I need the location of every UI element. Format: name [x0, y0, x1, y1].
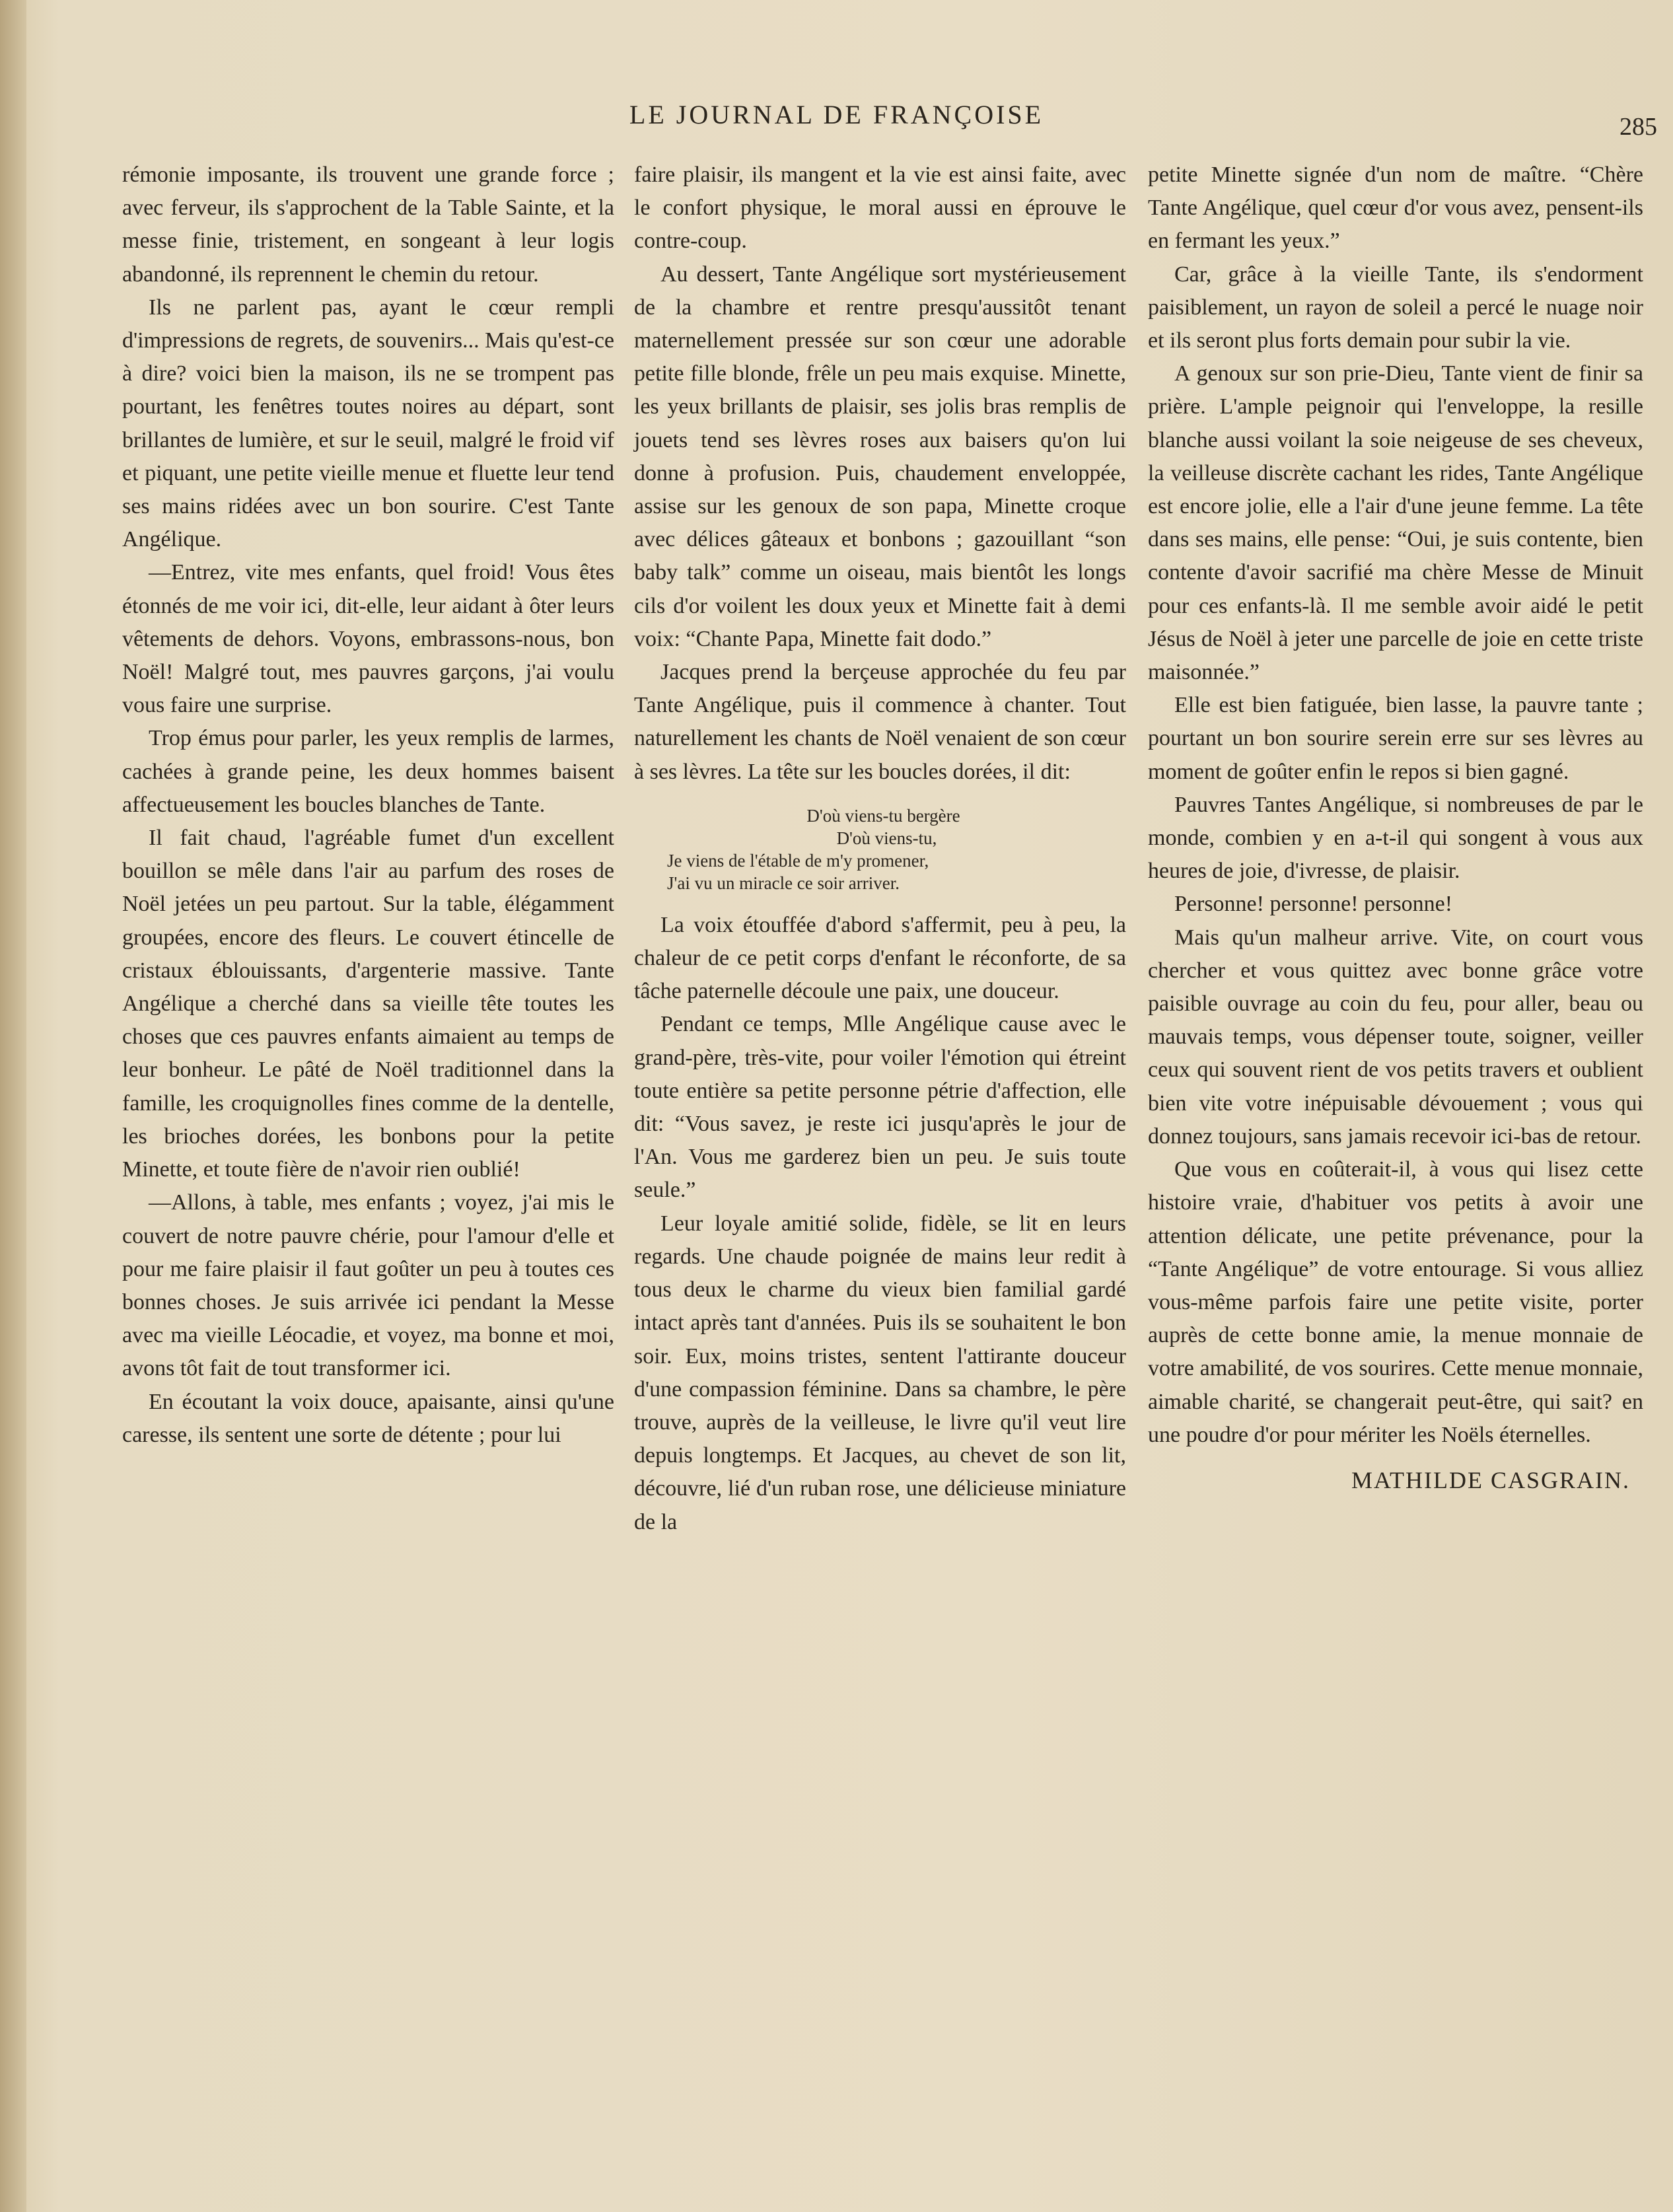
paragraph: Jacques prend la berçeuse approchée du feu par Tante Angélique, puis il commence à chanter. Tout naturellement les chants de Noël venaient de son cœur à ses lèvres. La tête sur les boucles dorées, il dit:	[634, 660, 1126, 784]
verse-line: Je viens de l'étable de m'y promener,	[667, 850, 929, 871]
paragraph: La voix étouffée d'abord s'affermit, peu à peu, la chaleur de ce petit corps d'enfant le réconforte, de sa tâche paternelle découle une paix, une douceur.	[634, 912, 1126, 1004]
paragraph: faire plaisir, ils mangent et la vie est ainsi faite, avec le confort physique, le moral aussi en éprouve le contre-coup.	[634, 162, 1126, 254]
paragraph: Leur loyale amitié solide, fidèle, se lit en leurs regards. Une chaude poignée de mains leur redit à tous deux le charme du vieux bien familial gardé intact après tant d'années. Puis ils se souhaitent le bon soir. Eux, moins tristes, sentent l'attirante douceur d'une compassion féminine. Dans sa chambre, le père trouve, auprès de la veilleuse, le livre qu'il veut lire depuis longtemps. Et Jacques, au chevet de son lit, découvre, lié d'un ruban rose, une délicieuse miniature de la	[634, 1211, 1126, 1534]
paragraph: Au dessert, Tante Angélique sort mystérieusement de la chambre et rentre presqu'aussitôt tenant maternellement pressée sur son cœur une adorable petite fille blonde, frêle un peu mais exquise. Minette, les yeux brillants de plaisir, ses jolis bras remplis de jouets tend ses lèvres roses aux baisers qu'on lui donne à profusion. Puis, chaudement enveloppée, assise sur les genoux de son papa, Minette croque avec délices gâteaux et bonbons ; gazouillant “son baby talk” comme un oiseau, mais bientôt les longs cils d'or voilent les doux yeux et Minette fait à demi voix: “Chante Papa, Minette fait dodo.”	[634, 262, 1126, 651]
paragraph: rémonie imposante, ils trouvent une grande force ; avec ferveur, ils s'approchent de la Table Sainte, et la messe finie, tristement, en songeant à leur logis abandonné, ils reprennent le chemin du retour.	[122, 162, 614, 287]
text-column-2	[634, 159, 1126, 1539]
paragraph: —Entrez, vite mes enfants, quel froid! Vous êtes étonnés de me voir ici, dit-elle, leur aidant à ôter leurs vêtements de dehors. Voyons, embrassons-nous, bon Noël! Malgré tout, mes pauvres garçons, j'ai voulu vous faire une surprise.	[122, 560, 614, 718]
paragraph: Elle est bien fatiguée, bien lasse, la pauvre tante ; pourtant un bon sourire serein erre sur ses lèvres au moment de goûter enfin le repos si bien gagné.	[1148, 693, 1643, 784]
paragraph: —Allons, à table, mes enfants ; voyez, j'ai mis le couvert de notre pauvre chérie, pour l'amour d'elle et pour me faire plaisir il faut goûter un peu à toutes ces bonnes choses. Je suis arrivée ici pendant la Messe avec ma vieille Léocadie, et voyez, ma bonne et moi, avons tôt fait de tout transformer ici.	[122, 1190, 614, 1381]
author-signature: MATHILDE CASGRAIN.	[1351, 1466, 1630, 1493]
song-verse	[634, 804, 1126, 894]
paragraph: Trop émus pour parler, les yeux remplis de larmes, cachées à grande peine, les deux hommes baisent affectueusement les boucles blanches de Tante.	[122, 726, 614, 817]
verse-line: D'où viens-tu bergère	[806, 805, 960, 826]
paragraph: En écoutant la voix douce, apaisante, ainsi qu'une caresse, ils sentent une sorte de détente ; pour lui	[122, 1389, 614, 1447]
paragraph: petite Minette signée d'un nom de maître. “Chère Tante Angélique, quel cœur d'or vous avez, pensent-ils en fermant les yeux.”	[1148, 162, 1643, 254]
paragraph: Pauvres Tantes Angélique, si nombreuses de par le monde, combien y en a-t-il qui songent à vous aux heures de joie, d'ivresse, de plaisir.	[1148, 792, 1643, 884]
paragraph: Que vous en coûterait-il, à vous qui lisez cette histoire vraie, d'habituer vos petits à avoir une attention délicate, une petite prévenance, pour la “Tante Angélique” de votre entourage. Si vous alliez vous-même parfois faire une petite visite, porter auprès de cette bonne amie, la menue monnaie de votre amabilité, de vos sourires. Cette menue monnaie, aimable charité, se changerait peut-être, qui sait? en une poudre d'or pour mériter les Noëls éternelles.	[1148, 1157, 1643, 1447]
text-column-1	[122, 159, 614, 1452]
page-number: 285	[1620, 113, 1657, 141]
page-binding-edge	[0, 0, 26, 2212]
verse-line: D'où viens-tu,	[836, 828, 937, 848]
text-column-3	[1148, 159, 1643, 1497]
running-header: LE JOURNAL DE FRANÇOISE	[629, 100, 1044, 129]
paragraph: Car, grâce à la vieille Tante, ils s'endorment paisiblement, un rayon de soleil a percé le nuage noir et ils seront plus forts demain pour subir la vie.	[1148, 262, 1643, 353]
paragraph: Ils ne parlent pas, ayant le cœur rempli d'impressions de regrets, de souvenirs... Mais qu'est-ce à dire? voici bien la maison, ils ne se trompent pas pourtant, les fenêtres toutes noires au départ, sont brillantes de lumière, et sur le seuil, malgré le froid vif et piquant, une petite vieille menue et fluette leur tend ses mains ridées avec un bon sourire. C'est Tante Angélique.	[122, 295, 614, 552]
paragraph: Mais qu'un malheur arrive. Vite, on court vous chercher et vous quittez avec bonne grâce votre paisible ouvrage au coin du feu, pour aller, beau ou mauvais temps, vous dépenser toute, soigner, veiller ceux qui souvent rient de vos petits travers et oublient bien vite votre inépuisable dévouement ; vous qui donnez toujours, sans jamais recevoir ici-bas de retour.	[1148, 925, 1643, 1149]
paragraph: Pendant ce temps, Mlle Angélique cause avec le grand-père, très-vite, pour voiler l'émotion qui étreint toute entière sa petite personne pétrie d'affection, elle dit: “Vous savez, je reste ici jusqu'après le jour de l'An. Vous me garderez bien un peu. Je suis toute seule.”	[634, 1012, 1126, 1203]
paragraph: Personne! personne! personne!	[1174, 892, 1453, 917]
verse-line: J'ai vu un miracle ce soir arriver.	[667, 873, 900, 893]
paragraph: A genoux sur son prie-Dieu, Tante vient de finir sa prière. L'ample peignoir qui l'enveloppe, la resille blanche aussi voilant la soie neigeuse de ses cheveux, la veilleuse discrète cachant les rides, Tante Angélique est encore jolie, elle a l'air d'une jeune femme. La tête dans ses mains, elle pense: “Oui, je suis contente, bien contente d'avoir sacrifié ma chère Messe de Minuit pour ces enfants-là. Il me semble avoir aidé le petit Jésus de Noël à jeter une parcelle de joie en cette triste maisonnée.”	[1148, 361, 1643, 685]
paragraph: Il fait chaud, l'agréable fumet d'un excellent bouillon se mêle dans l'air au parfum des roses de Noël jetées un peu partout. Sur la table, élégamment groupées, encore des fleurs. Le couvert étincelle de cristaux éblouissants, d'argenterie massive. Tante Angélique a cherché dans sa vieille tête toutes les choses que ces pauvres enfants aimaient au temps de leur bonheur. Le pâté de Noël traditionnel dans la famille, les croquignolles fines comme de la dentelle, les brioches dorées, les bonbons pour la petite Minette, et toute fière de n'avoir rien oublié!	[122, 826, 614, 1182]
